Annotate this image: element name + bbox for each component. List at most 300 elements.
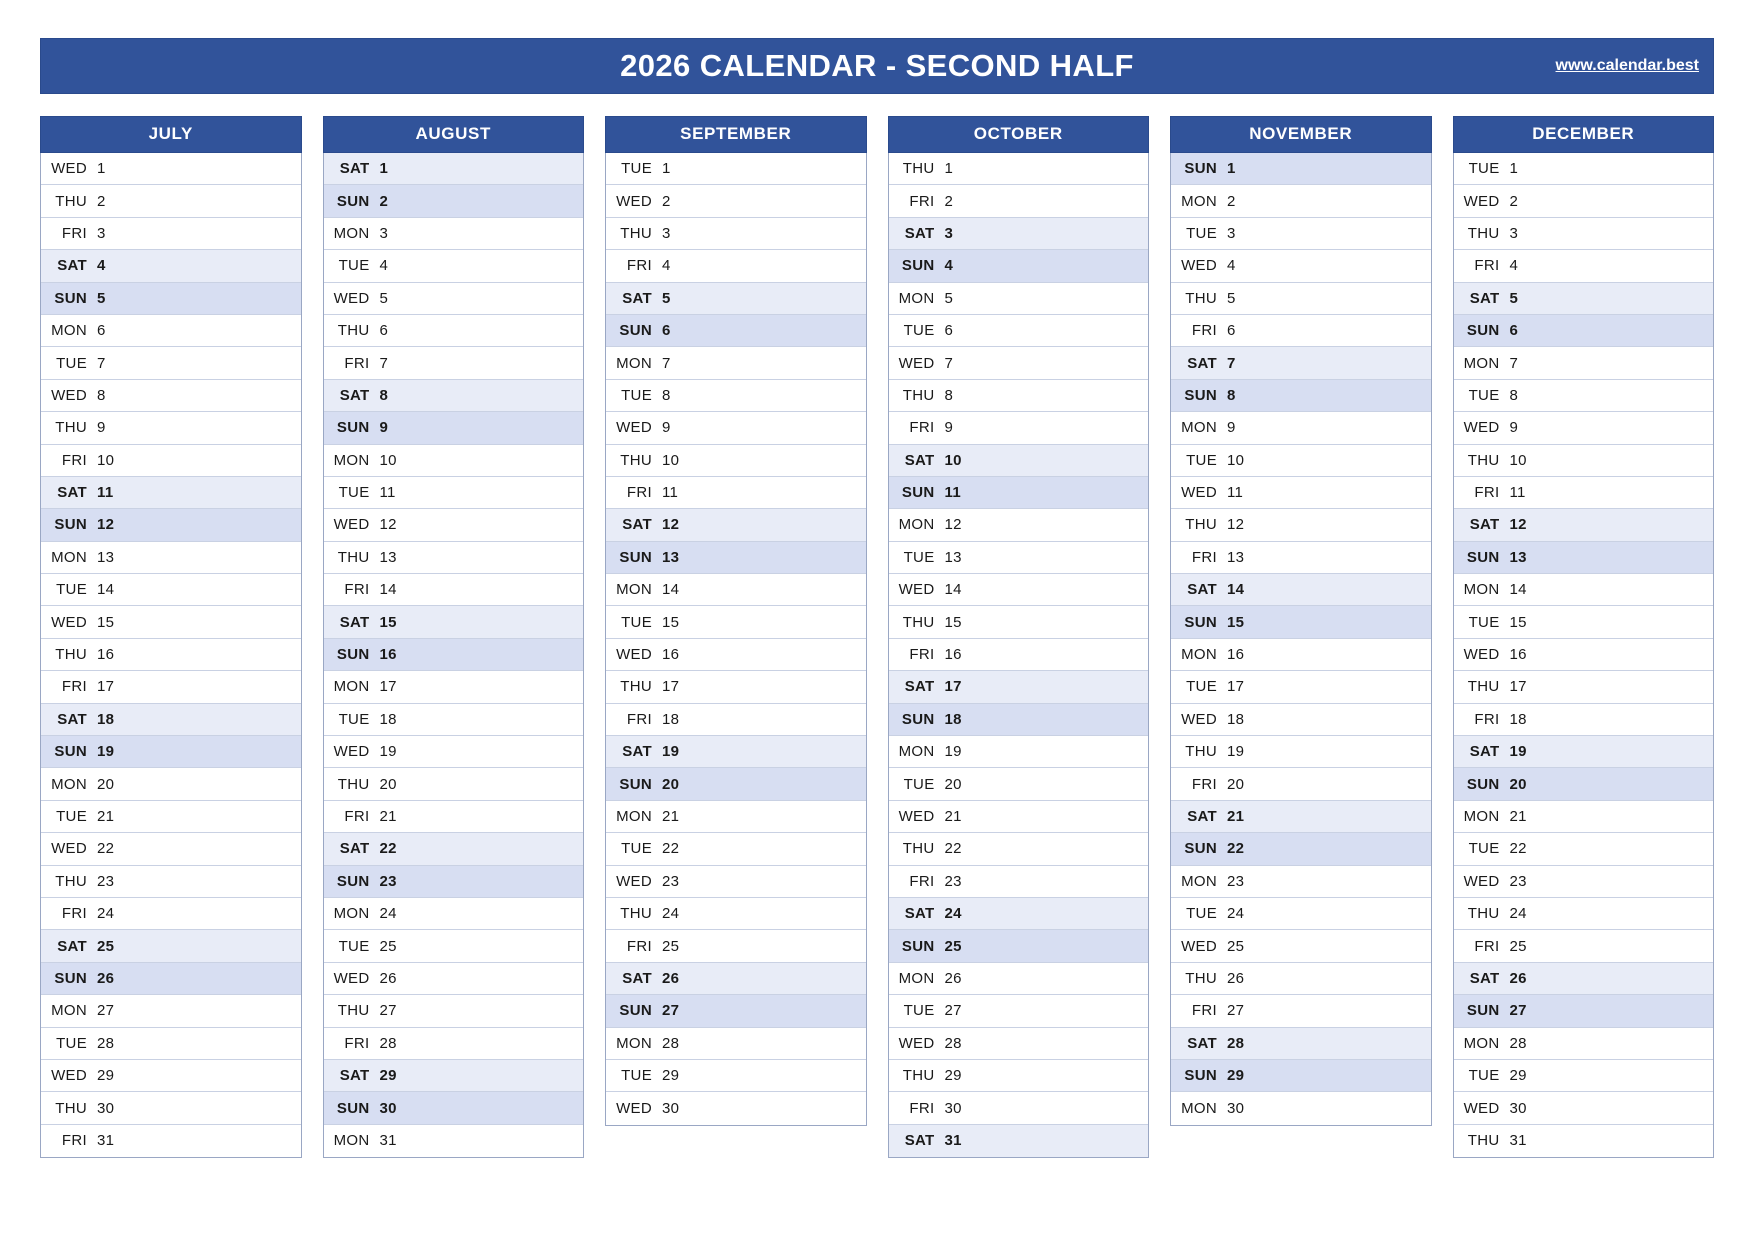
day-row[interactable] — [1171, 1092, 1431, 1124]
day-row[interactable] — [324, 250, 584, 282]
day-row[interactable] — [606, 347, 866, 379]
day-row[interactable] — [606, 606, 866, 638]
day-row[interactable] — [41, 1028, 301, 1060]
day-row[interactable] — [324, 1092, 584, 1124]
day-number: 25 — [1227, 937, 1245, 955]
day-row[interactable] — [41, 509, 301, 541]
day-row[interactable] — [1454, 768, 1714, 800]
day-number: 13 — [97, 548, 115, 566]
day-row[interactable] — [889, 380, 1149, 412]
day-number: 12 — [379, 516, 397, 534]
day-row[interactable] — [889, 736, 1149, 768]
day-row[interactable] — [889, 1028, 1149, 1060]
website-link[interactable]: www.calendar.best — [1555, 57, 1699, 74]
day-row[interactable] — [1454, 509, 1714, 541]
day-of-week-label: THU — [620, 678, 652, 696]
day-row[interactable] — [1171, 218, 1431, 250]
day-row[interactable] — [1454, 380, 1714, 412]
day-row[interactable] — [41, 671, 301, 703]
day-of-week-label: THU — [1467, 905, 1500, 923]
day-row[interactable] — [889, 995, 1149, 1027]
day-number: 2 — [1509, 192, 1519, 210]
day-row[interactable] — [324, 930, 584, 962]
day-row[interactable] — [606, 1060, 866, 1092]
day-row[interactable] — [889, 1092, 1149, 1124]
day-of-week-label: TUE — [338, 937, 370, 955]
day-of-week-label: FRI — [344, 581, 370, 599]
day-of-week-label: FRI — [626, 484, 652, 502]
day-row[interactable] — [1454, 898, 1714, 930]
day-of-week-label: WED — [333, 743, 370, 761]
day-row[interactable] — [606, 671, 866, 703]
day-row[interactable] — [1171, 250, 1431, 282]
day-row[interactable] — [1454, 704, 1714, 736]
day-number: 28 — [662, 1034, 680, 1052]
day-row[interactable] — [41, 866, 301, 898]
day-row[interactable] — [1454, 736, 1714, 768]
day-row[interactable] — [1171, 283, 1431, 315]
day-row[interactable] — [606, 412, 866, 444]
day-row[interactable] — [41, 768, 301, 800]
day-of-week-label: WED — [1181, 710, 1217, 728]
day-number: 3 — [944, 224, 954, 242]
day-row[interactable] — [324, 412, 584, 444]
day-row[interactable] — [889, 1060, 1149, 1092]
day-row[interactable] — [324, 509, 584, 541]
day-of-week-label: FRI — [626, 257, 652, 275]
day-number: 18 — [379, 710, 397, 728]
day-row[interactable] — [1171, 930, 1431, 962]
day-row[interactable] — [889, 833, 1149, 865]
day-row[interactable] — [41, 477, 301, 509]
day-number: 21 — [662, 808, 680, 825]
day-of-week-label: FRI — [909, 419, 935, 437]
day-row[interactable] — [1171, 866, 1431, 898]
day-number: 15 — [379, 613, 397, 631]
day-of-week-label: FRI — [61, 1132, 87, 1150]
day-row[interactable] — [324, 995, 584, 1027]
day-number: 1 — [944, 160, 954, 178]
day-of-week-label: WED — [333, 969, 370, 987]
day-number: 14 — [379, 581, 397, 599]
day-row[interactable] — [606, 866, 866, 898]
day-row[interactable] — [606, 315, 866, 347]
day-of-week-label: SAT — [904, 451, 935, 469]
day-number: 20 — [1509, 775, 1527, 793]
day-row[interactable] — [606, 898, 866, 930]
day-of-week-label: TUE — [1186, 451, 1217, 469]
day-row[interactable] — [1171, 315, 1431, 347]
day-number: 18 — [944, 710, 962, 728]
day-of-week-label: SAT — [1469, 289, 1500, 307]
day-number: 24 — [1227, 905, 1245, 923]
day-of-week-label: MON — [1181, 872, 1217, 890]
day-number: 10 — [379, 451, 397, 469]
day-row[interactable] — [1454, 866, 1714, 898]
day-row[interactable] — [324, 153, 584, 185]
day-row[interactable] — [1454, 995, 1714, 1027]
day-row[interactable] — [1171, 704, 1431, 736]
day-row[interactable] — [1454, 801, 1714, 833]
day-of-week-label: TUE — [56, 581, 87, 599]
day-number: 16 — [1509, 646, 1527, 664]
day-row[interactable] — [889, 218, 1149, 250]
day-row[interactable] — [41, 1092, 301, 1124]
day-of-week-label: SUN — [1466, 548, 1500, 566]
day-row[interactable] — [1171, 606, 1431, 638]
day-row[interactable] — [324, 315, 584, 347]
day-row[interactable] — [889, 574, 1149, 606]
day-row[interactable] — [41, 347, 301, 379]
day-number: 5 — [97, 289, 106, 307]
day-row[interactable] — [324, 477, 584, 509]
day-number: 16 — [1227, 646, 1245, 664]
day-row[interactable] — [1171, 768, 1431, 800]
day-row[interactable] — [1171, 963, 1431, 995]
day-row[interactable] — [41, 185, 301, 217]
day-row[interactable] — [1171, 639, 1431, 671]
day-number: 28 — [1227, 1034, 1245, 1052]
day-row[interactable] — [889, 509, 1149, 541]
day-row[interactable] — [324, 736, 584, 768]
day-number: 7 — [379, 354, 389, 372]
day-row[interactable] — [1171, 574, 1431, 606]
day-of-week-label: FRI — [1191, 548, 1217, 566]
day-row[interactable] — [1454, 639, 1714, 671]
day-row[interactable] — [1454, 542, 1714, 574]
day-row[interactable] — [41, 445, 301, 477]
day-row[interactable] — [324, 1060, 584, 1092]
day-number: 23 — [1509, 872, 1527, 890]
day-row[interactable] — [1454, 315, 1714, 347]
day-row[interactable] — [1454, 606, 1714, 638]
day-row[interactable] — [606, 380, 866, 412]
day-of-week-label: SUN — [619, 322, 652, 340]
page-header-banner — [40, 38, 1714, 94]
day-row[interactable] — [41, 704, 301, 736]
day-row[interactable] — [1171, 995, 1431, 1027]
day-of-week-label: SAT — [57, 710, 87, 728]
day-row[interactable] — [41, 542, 301, 574]
day-row[interactable] — [1454, 833, 1714, 865]
day-row[interactable] — [889, 866, 1149, 898]
day-number: 3 — [662, 224, 671, 242]
day-row[interactable] — [1454, 1125, 1714, 1157]
day-row[interactable] — [1171, 833, 1431, 865]
day-row[interactable] — [606, 736, 866, 768]
day-row[interactable] — [1454, 1092, 1714, 1124]
day-row[interactable] — [606, 704, 866, 736]
day-row[interactable] — [1454, 930, 1714, 962]
day-row[interactable] — [1171, 412, 1431, 444]
day-of-week-label: MON — [1181, 192, 1217, 210]
day-row[interactable] — [889, 930, 1149, 962]
day-number: 21 — [944, 808, 962, 825]
day-row[interactable] — [1454, 963, 1714, 995]
day-row[interactable] — [889, 963, 1149, 995]
day-row[interactable] — [41, 380, 301, 412]
day-row[interactable] — [324, 347, 584, 379]
day-row[interactable] — [606, 963, 866, 995]
day-of-week-label: FRI — [61, 451, 87, 469]
day-row[interactable] — [606, 768, 866, 800]
month-day-list — [888, 153, 1150, 1158]
day-row[interactable] — [324, 574, 584, 606]
day-row[interactable] — [41, 995, 301, 1027]
day-row[interactable] — [41, 801, 301, 833]
day-row[interactable] — [1454, 412, 1714, 444]
day-of-week-label: WED — [1463, 1099, 1500, 1117]
day-number: 20 — [379, 775, 397, 793]
day-of-week-label: SAT — [1469, 969, 1500, 987]
day-of-week-label: THU — [620, 451, 652, 469]
day-number: 6 — [1227, 322, 1236, 340]
day-row[interactable] — [324, 866, 584, 898]
day-number: 14 — [1509, 581, 1527, 599]
day-row[interactable] — [41, 898, 301, 930]
day-row[interactable] — [1454, 1060, 1714, 1092]
day-number: 31 — [97, 1132, 115, 1150]
day-row[interactable] — [41, 606, 301, 638]
day-row[interactable] — [1454, 250, 1714, 282]
day-row[interactable] — [889, 801, 1149, 833]
day-row[interactable] — [324, 542, 584, 574]
day-number: 16 — [662, 646, 680, 664]
day-row[interactable] — [606, 509, 866, 541]
day-row[interactable] — [1171, 898, 1431, 930]
day-of-week-label: WED — [898, 1034, 935, 1052]
day-row[interactable] — [41, 412, 301, 444]
day-number: 12 — [662, 516, 680, 534]
day-row[interactable] — [606, 542, 866, 574]
day-number: 31 — [944, 1132, 962, 1150]
day-row[interactable] — [41, 315, 301, 347]
day-row[interactable] — [606, 930, 866, 962]
day-row[interactable] — [324, 704, 584, 736]
day-of-week-label: TUE — [621, 840, 652, 858]
day-number: 27 — [1227, 1002, 1245, 1020]
day-row[interactable] — [606, 1028, 866, 1060]
day-of-week-label: FRI — [1474, 710, 1500, 728]
day-of-week-label: FRI — [61, 905, 87, 923]
day-row[interactable] — [41, 153, 301, 185]
day-of-week-label: MON — [333, 224, 370, 242]
day-row[interactable] — [324, 1125, 584, 1157]
day-number: 15 — [97, 613, 115, 631]
day-row[interactable] — [1454, 185, 1714, 217]
day-row[interactable] — [606, 639, 866, 671]
day-row[interactable] — [1171, 671, 1431, 703]
day-number: 5 — [1509, 289, 1519, 307]
day-of-week-label: MON — [898, 969, 935, 987]
day-row[interactable] — [1454, 671, 1714, 703]
day-of-week-label: WED — [898, 354, 935, 372]
day-of-week-label: TUE — [1186, 678, 1217, 696]
day-number: 2 — [944, 192, 954, 210]
day-number: 8 — [97, 386, 106, 404]
day-row[interactable] — [1171, 736, 1431, 768]
day-row[interactable] — [1171, 380, 1431, 412]
day-of-week-label: TUE — [1468, 386, 1500, 404]
day-row[interactable] — [1171, 801, 1431, 833]
month-title: AUGUST — [323, 116, 585, 153]
day-of-week-label: TUE — [1186, 224, 1217, 242]
day-number: 17 — [1227, 678, 1245, 696]
day-row[interactable] — [889, 250, 1149, 282]
day-number: 19 — [97, 743, 115, 761]
day-number: 15 — [662, 613, 680, 631]
day-row[interactable] — [606, 995, 866, 1027]
day-row[interactable] — [889, 606, 1149, 638]
day-row[interactable] — [606, 1092, 866, 1124]
day-row[interactable] — [324, 639, 584, 671]
day-of-week-label: TUE — [1468, 160, 1500, 178]
day-of-week-label: TUE — [338, 257, 370, 275]
day-of-week-label: MON — [1463, 808, 1500, 825]
day-number: 12 — [97, 516, 115, 534]
day-number: 1 — [1227, 160, 1236, 178]
day-row[interactable] — [889, 445, 1149, 477]
day-row[interactable] — [889, 412, 1149, 444]
day-row[interactable] — [1454, 1028, 1714, 1060]
day-row[interactable] — [324, 185, 584, 217]
day-row[interactable] — [1454, 445, 1714, 477]
day-row[interactable] — [1171, 542, 1431, 574]
day-row[interactable] — [41, 963, 301, 995]
day-row[interactable] — [889, 639, 1149, 671]
day-row[interactable] — [889, 1125, 1149, 1157]
day-row[interactable] — [41, 930, 301, 962]
day-of-week-label: MON — [333, 1132, 370, 1150]
day-row[interactable] — [41, 1060, 301, 1092]
day-row[interactable] — [606, 185, 866, 217]
day-row[interactable] — [889, 542, 1149, 574]
day-row[interactable] — [324, 671, 584, 703]
day-number: 5 — [944, 289, 954, 307]
day-row[interactable] — [606, 153, 866, 185]
day-number: 14 — [662, 581, 680, 599]
day-number: 11 — [1509, 484, 1526, 502]
months-container — [40, 116, 1714, 1158]
day-row[interactable] — [324, 801, 584, 833]
day-row[interactable] — [889, 477, 1149, 509]
day-row[interactable] — [889, 185, 1149, 217]
day-row[interactable] — [606, 218, 866, 250]
day-of-week-label: SAT — [1187, 808, 1217, 825]
day-number: 20 — [944, 775, 962, 793]
day-row[interactable] — [889, 347, 1149, 379]
day-number: 17 — [379, 678, 397, 696]
day-number: 10 — [944, 451, 962, 469]
day-row[interactable] — [1171, 185, 1431, 217]
day-number: 26 — [944, 969, 962, 987]
day-row[interactable] — [41, 639, 301, 671]
day-row[interactable] — [1454, 153, 1714, 185]
day-number: 23 — [379, 872, 397, 890]
day-number: 30 — [662, 1100, 680, 1118]
day-row[interactable] — [1171, 509, 1431, 541]
day-of-week-label: SUN — [901, 257, 935, 275]
day-row[interactable] — [1454, 347, 1714, 379]
day-row[interactable] — [41, 218, 301, 250]
day-row[interactable] — [324, 768, 584, 800]
day-row[interactable] — [889, 704, 1149, 736]
day-row[interactable] — [889, 283, 1149, 315]
day-row[interactable] — [889, 768, 1149, 800]
day-number: 5 — [379, 289, 389, 307]
day-of-week-label: SUN — [619, 548, 652, 566]
day-row[interactable] — [1454, 477, 1714, 509]
day-row[interactable] — [1171, 477, 1431, 509]
day-row[interactable] — [41, 1125, 301, 1157]
day-row[interactable] — [41, 283, 301, 315]
day-row[interactable] — [1171, 1028, 1431, 1060]
day-number: 10 — [662, 451, 680, 469]
day-row[interactable] — [324, 606, 584, 638]
day-of-week-label: MON — [51, 1002, 87, 1020]
day-row[interactable] — [324, 218, 584, 250]
day-row[interactable] — [1171, 153, 1431, 185]
day-row[interactable] — [606, 283, 866, 315]
day-of-week-label: FRI — [61, 224, 87, 242]
day-row[interactable] — [1171, 1060, 1431, 1092]
day-number: 29 — [662, 1067, 680, 1085]
day-number: 1 — [662, 160, 671, 178]
day-row[interactable] — [324, 445, 584, 477]
day-row[interactable] — [1171, 347, 1431, 379]
day-of-week-label: THU — [1185, 289, 1217, 307]
day-row[interactable] — [889, 898, 1149, 930]
day-row[interactable] — [1454, 574, 1714, 606]
day-number: 17 — [97, 678, 115, 696]
day-of-week-label: WED — [1181, 484, 1217, 502]
day-row[interactable] — [606, 833, 866, 865]
day-row[interactable] — [324, 833, 584, 865]
day-row[interactable] — [324, 1028, 584, 1060]
day-row[interactable] — [41, 250, 301, 282]
day-number: 13 — [662, 548, 680, 566]
day-row[interactable] — [606, 574, 866, 606]
day-number: 3 — [97, 224, 106, 242]
day-row[interactable] — [606, 250, 866, 282]
day-row[interactable] — [606, 445, 866, 477]
day-row[interactable] — [324, 898, 584, 930]
day-number: 7 — [1509, 354, 1519, 372]
day-of-week-label: FRI — [344, 808, 370, 825]
month-block — [888, 116, 1150, 1158]
day-number: 17 — [944, 678, 962, 696]
day-number: 2 — [379, 192, 389, 210]
day-number: 20 — [1227, 775, 1245, 793]
day-row[interactable] — [324, 283, 584, 315]
day-row[interactable] — [889, 671, 1149, 703]
day-row[interactable] — [324, 963, 584, 995]
day-of-week-label: SAT — [622, 743, 652, 761]
day-row[interactable] — [324, 380, 584, 412]
day-number: 7 — [97, 354, 106, 372]
day-row[interactable] — [41, 833, 301, 865]
day-row[interactable] — [606, 477, 866, 509]
day-row[interactable] — [889, 315, 1149, 347]
day-row[interactable] — [606, 801, 866, 833]
day-row[interactable] — [41, 574, 301, 606]
day-row[interactable] — [1454, 283, 1714, 315]
day-row[interactable] — [1171, 445, 1431, 477]
day-number: 14 — [1227, 581, 1245, 599]
day-row[interactable] — [41, 736, 301, 768]
day-row[interactable] — [889, 153, 1149, 185]
day-row[interactable] — [1454, 218, 1714, 250]
